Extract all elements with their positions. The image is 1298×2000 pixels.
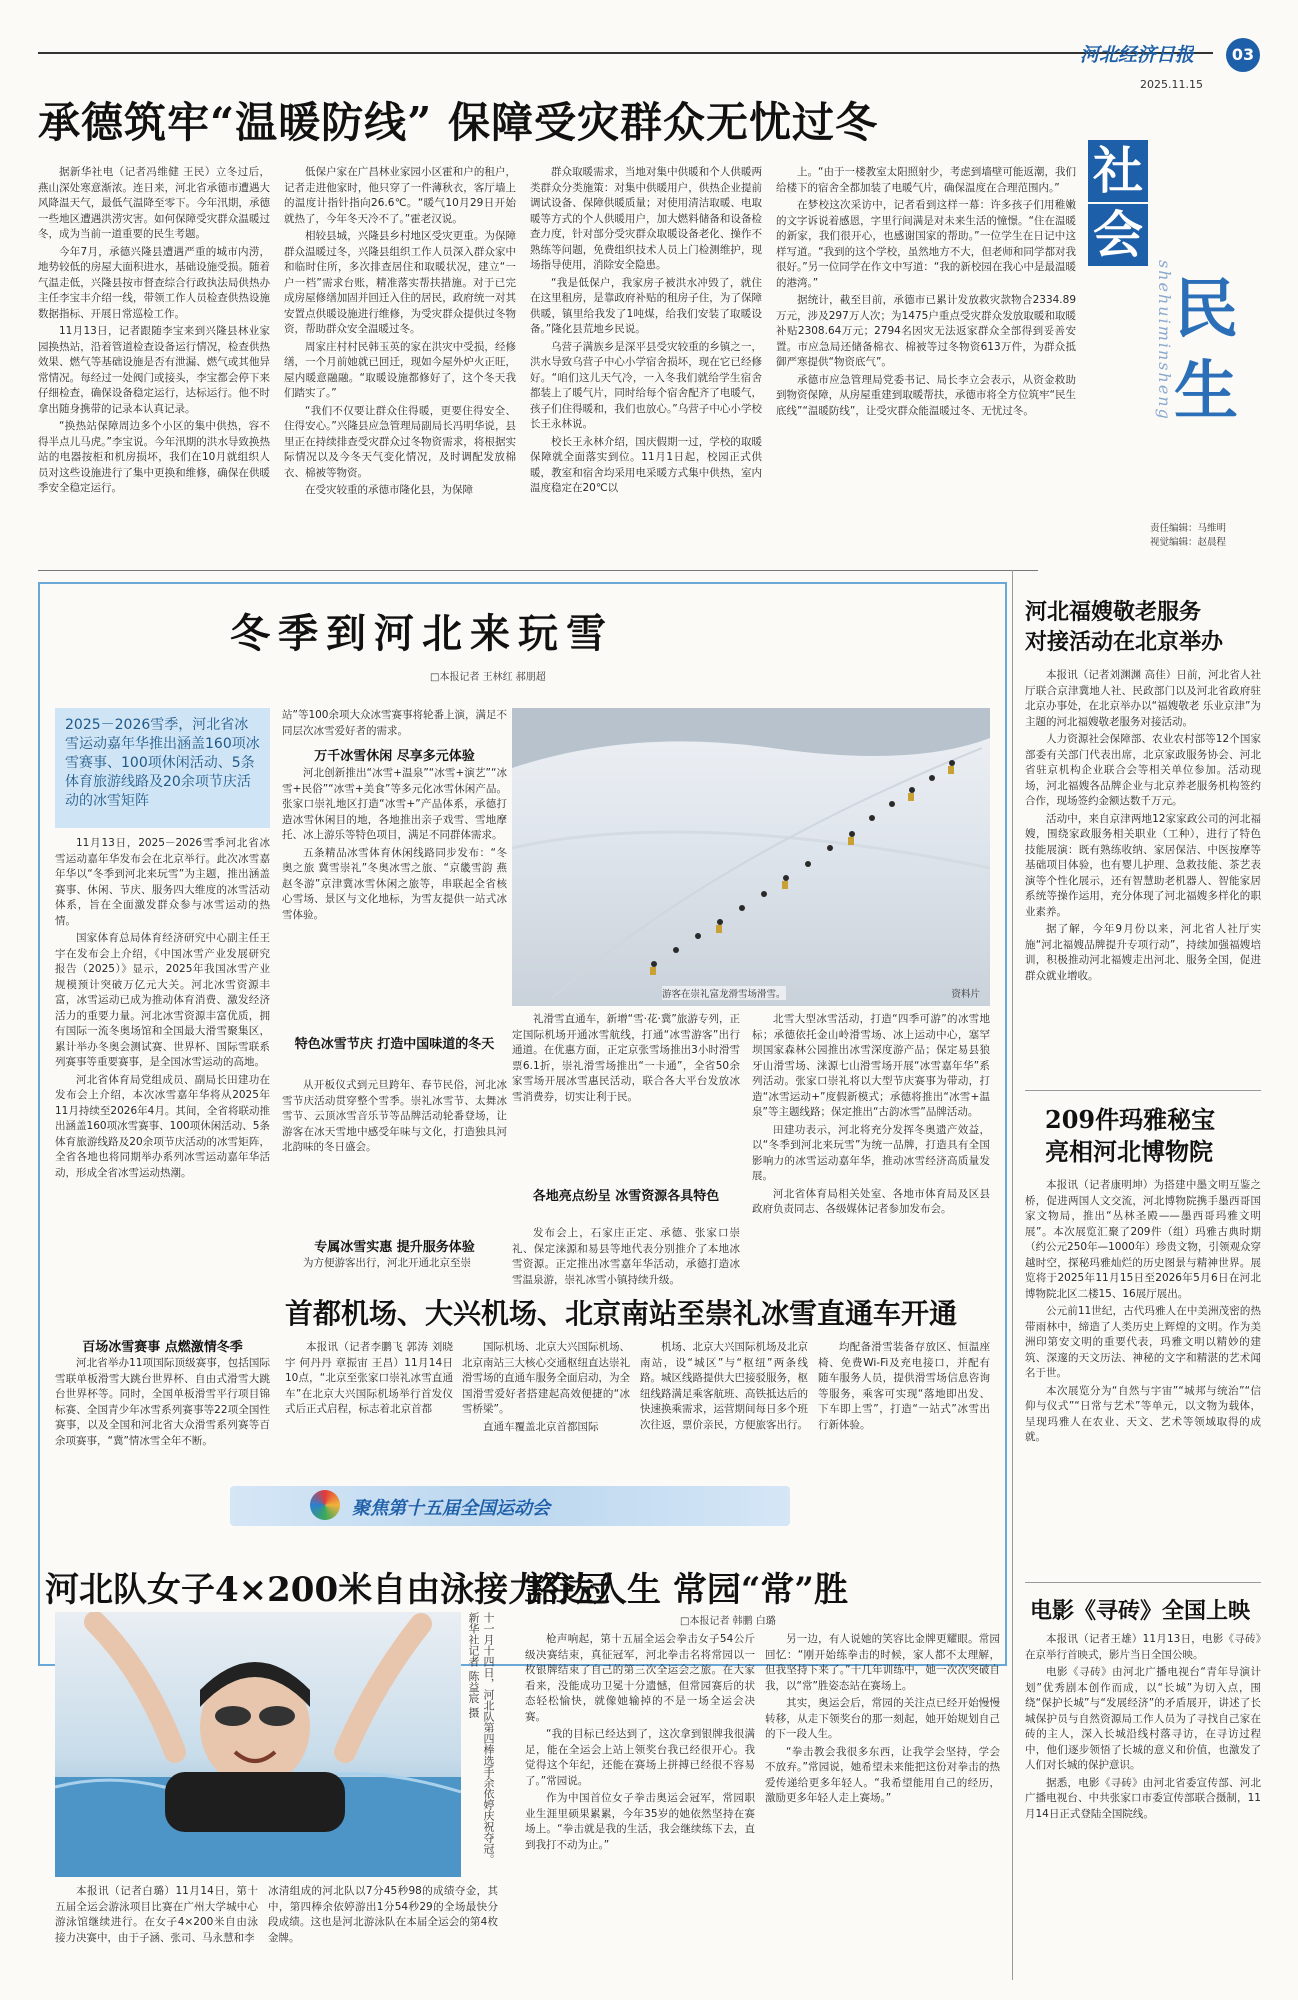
swim-headline: 河北队女子4×200米自由泳接力夺冠: [45, 1570, 611, 1610]
snow-para: 礼滑雪直通车，新增“雪·花·冀”旅游专列，正定国际机场开通冰雪航线，打通“冰雪游客”出行通道。在优惠方面，正定京张雪场推出3小时滑雪票6.1折，崇礼滑雪场推出“一卡通”，全省50余家雪场开展冰雪惠民活动，联合各大平台发放冰雪消费券，切实让利于民。: [512, 1013, 740, 1103]
swimmer-illustration: [55, 1612, 461, 1877]
snow-para: 11月13日，2025－2026雪季河北省冰雪运动嘉年华发布会在北京举行。此次冰雪嘉年华以“冬季到河北来玩雪”为主题，推出涵盖赛事、休闲、节庆、服务四大维度的冰雪活动体系，旨在全面激发群众参与冰雪运动的热情。: [55, 837, 270, 927]
lead-para: 承德市应急管理局党委书记、局长李立会表示，从资金救助到物资保障，从房屋重建到取暖帮扶，承德市将全方位筑牢“民生底线”“温暖防线”，让受灾群众能温暖过冬、无忧过冬。: [776, 373, 1076, 417]
right-para: 公元前11世纪，古代玛雅人在中美洲茂密的热带雨林中，缔造了人类历史上辉煌的文明。作为美洲印第安文明的重要代表，玛雅文明以精妙的建筑、深邃的天文历法、神秘的文字和精湛的艺术闻名于世。: [1025, 1305, 1261, 1379]
section-tag: [1088, 140, 1274, 548]
snow-column-3: [512, 1012, 740, 1182]
swim-column-2: [268, 1884, 498, 1984]
chang-para: “我的目标已经达到了，这次拿到银牌我很满足，能在全运会上站上领奖台我已经很开心。我觉得这个年纪，还能在赛场上拼搏已经很不容易了。”常园说。: [525, 1728, 755, 1787]
section-char-2: 会: [1088, 204, 1148, 266]
swim-photo: [55, 1612, 461, 1877]
airport-column-3: [640, 1340, 808, 1470]
right-para: 活动中，来自京津两地12家家政公司的河北福嫂，围绕家政服务相关职业（工种），进行了特色技能展演：既有熟练收纳、家居保洁、中医按摩等基础项目体验，也有婴儿护理、急救技能、茶艺表演等个性化展示，还有智慧助老机器人、智能家居系统等操作运用，充分体现了河北福嫂多样化的职业素养。: [1025, 812, 1261, 918]
swim-photo-caption: 十一月十四日，河北队第四棒选手余依婷庆祝夺冠。新华社记者 陈益宸 摄: [467, 1612, 495, 1865]
airport-para: 均配备滑雪装备存放区、恒温座椅、免费Wi-Fi及充电接口，并配有随车服务人员，提供滑雪场信息咨询等服务，乘客可实现“落地即出发、下车即上雪”，打造“一站式”冰雪出行新体验。: [818, 1341, 990, 1431]
snow-column-2: [282, 708, 507, 740]
lead-column-3: [530, 165, 762, 557]
airport-column-4: [818, 1340, 990, 1470]
snow-photo-credit: 资料片: [951, 989, 980, 1000]
snow-para: 田建功表示，河北将充分发挥冬奥遗产效益，以“冬季到河北来玩雪”为统一品牌，打造具有全国影响力的冰雪运动嘉年华，推动冰雪经济高质量发展。: [752, 1123, 990, 1182]
airport-para: 机场、北京大兴国际机场及北京南站，设“城区”与“枢纽”两条线路。城区线路提供大巴接驳服务，枢纽线路满足乘客航班、高铁抵达后的快速换乘需求，运营期间每日多个班次往返，票价亲民，方便旅客出行。: [640, 1341, 808, 1431]
paper-name: 河北经济日报: [1080, 44, 1195, 66]
lead-column-2: [284, 165, 516, 557]
lead-para: 群众取暖需求，当地对集中供暖和个人供暖两类群众分类施策：对集中供暖用户，供热企业提前调试设备、保障供暖质量；对使用清洁取暖、电取暖等方式的个人供暖用户，加大燃料储备和设备检查力度，针对部分受灾群众取暖设备老化、操作不熟练等问题，免费组织技术人员上门检测维护，现场指导使用，消除安全隐患。: [530, 166, 762, 271]
airport-headline: 首都机场、大兴机场、北京南站至崇礼冰雪直通车开通: [285, 1297, 958, 1330]
lead-para: 低保户家在广昌林业家园小区霍和户的租户，记者走进他家时，他只穿了一件薄秋衣，客厅墙上的温度计指针指向26.6℃。“暖气10月29日开始就热了，今年冬天冷不了。”霍老汉说。: [284, 166, 516, 225]
right-article-1-headline-line-1: 河北福嫂敬老服务: [1025, 599, 1202, 625]
snow-para: 国家体育总局体育经济研究中心副主任王宇在发布会上介绍，《中国冰雪产业发展研究报告（2025）》显示，2025年我国冰雪产业规模预计突破万亿元大关。河北冰雪资源丰富，冰雪运动已成为推动体育消费、激发经济活力的重要力量。河北冰雪资源丰富优质，拥有国际一流冬奥场馆和全国最大滑雪聚集区，累计举办冬奥会测试赛、世界杯、国际雪联系列赛事等重要赛事，是全国冰雪运动的高地。: [55, 932, 270, 1068]
snow-subhead-1: 百场冰雪赛事 点燃激情冬季: [82, 1340, 243, 1355]
right-para: 本报讯（记者康明坤）为搭建中墨文明互鉴之桥，促进两国人文交流，河北博物院携手墨西哥国家文物局，推出“丛林圣殿——墨西哥玛雅文明展”。本次展览汇聚了209件（组）玛雅古典时期（约公元250年—1000年）珍贵文物，引领观众穿越时空，探秘玛雅灿烂的历史图景与精神世界。展览将于2025年11月15日至2026年5月6日在河北博物院北区二楼15、16展厅展出。: [1025, 1179, 1261, 1300]
right-para: 据悉，电影《寻砖》由河北省委宣传部、河北广播电视台、中共张家口市委宣传部联合摄制，11月14日正式登陆全国院线。: [1025, 1776, 1261, 1820]
games-banner: [230, 1486, 790, 1526]
section-divider: [38, 570, 1038, 571]
airport-column-1: [285, 1340, 453, 1470]
snow-column-2c: [282, 1078, 507, 1228]
lead-headline: 承德筑牢“温暖防线” 保障受灾群众无忧过冬: [38, 98, 878, 147]
snow-para: 河北省举办11项国际顶级赛事，包括国际雪联单板滑雪大跳台世界杯、自由式滑雪大跳台世界杯等。同时，全国单板滑雪平行项目锦标赛、全国青少年冰雪系列赛事等22项全国性赛事，以及全国和河北省大众滑雪系列赛等百余项赛事，“冀”情冰雪全年不断。: [55, 1357, 270, 1447]
lead-para: 相较县城，兴隆县乡村地区受灾更重。为保障群众温暖过冬，兴隆县组织工作人员深入群众家中和临时住所，多次排查居住和取暖状况，建立“一户一档”需求台账，精准落实帮扶措施。对于已完成房屋修缮加固并回迁入住的居民，政府统一对其安置点供暖设施进行维修，为受灾群众提供过冬物资，帮助群众安全温暖过冬。: [284, 230, 516, 335]
snow-para: 从开板仪式到元旦跨年、春节民俗，河北冰雪节庆活动贯穿整个雪季。崇礼冰雪节、太舞冰雪节、云顶冰雪音乐节等品牌活动轮番登场，让游客在冰天雪地中感受年味与文化，打造独具河北韵味的冬日盛会。: [282, 1079, 507, 1153]
lead-para: 在受灾较重的承德市隆化县，为保障: [305, 484, 473, 496]
snow-column-1b: [55, 1356, 270, 1468]
snow-column-2d: [282, 1256, 507, 1286]
right-article-2-headline-line-1: 209件玛雅秘宝: [1045, 1105, 1216, 1134]
lead-para: 据新华社电（记者冯维健 王民）立冬过后，燕山深处寒意渐浓。连日来，河北省承德市遭遇大风降温天气，最低气温降至零下。今年汛期，承德一些地区遭遇洪涝灾害。如何保障受灾群众温暖过冬，成为当前一道重要的民生考题。: [38, 166, 270, 240]
snow-subhead-4: 专属冰雪实惠 提升服务体验: [314, 1240, 475, 1255]
right-article-2-headline-line-2: 亮相河北博物院: [1045, 1137, 1213, 1166]
snow-photo-caption: 游客在崇礼富龙滑雪场滑雪。: [662, 986, 786, 1000]
chang-para: 枪声响起，第十五届全运会拳击女子54公斤级决赛结束，真征冠军，河北拳击名将常园以一枚银牌结束了自己的第三次全运会之旅。在大家看来，没能成功卫冕十分遗憾，但常园赛后的状态轻松愉快，就像她输掉的不是一场全运会决赛。: [525, 1633, 755, 1723]
right-para: 据了解，今年9月份以来，河北省人社厅实施“河北福嫂品牌提升专项行动”，持续加强福嫂培训，积极推动河北福嫂走出河北、服务全国，促进群众就业增收。: [1025, 923, 1261, 982]
games-logo-icon: [310, 1490, 340, 1520]
right-divider-2: [1025, 1582, 1261, 1583]
chang-column-2: [765, 1632, 1000, 1984]
snow-summary-text: 2025－2026雪季，河北省冰雪运动嘉年华推出涵盖160项冰雪赛事、100项休闲活动、5条体育旅游线路及20余项节庆活动的冰雪矩阵: [65, 717, 260, 809]
section-editor: 责任编辑：马维明: [1150, 523, 1227, 534]
chang-column-1: [525, 1632, 755, 1984]
right-article-1-body: [1025, 668, 1261, 1083]
right-divider-1: [1025, 1090, 1261, 1091]
snow-summary-box: [55, 708, 270, 828]
snow-para: 五条精品冰雪体育休闲线路同步发布：“冬奥之旅 冀雪崇礼”冬奥冰雪之旅、“京畿雪韵 燕赵冬游”京津冀冰雪休闲之旅等，串联起全省核心雪场、景区与文化地标，为雪友提供一站式冰雪体验。: [282, 846, 507, 921]
right-column-divider: [1012, 570, 1013, 1980]
lead-para: 乌营子满族乡是深平县受灾较重的乡镇之一，洪水导致乌营子中心小学宿舍损坏，现在它已经修好。“咱们这儿天气冷，一入冬我们就给学生宿舍都装上了暖气片，同时给每个宿舍配齐了电暖气，孩子们住得暖和，我们也放心。”乌营子中心小学校长王永林说。: [530, 340, 762, 430]
airport-para: 直通车覆盖北京首都国际: [483, 1420, 599, 1433]
issue-date: 2025.11.15: [1140, 78, 1203, 91]
airport-para: 国际机场、北京大兴国际机场、北京南站三大核心交通枢纽直达崇礼滑雪场的直通车服务全面启动，为全国滑雪爱好者搭建起高效便捷的“冰雪桥梁”。: [462, 1341, 630, 1415]
right-article-2-body: [1025, 1178, 1261, 1573]
snow-para: 站”等100余项大众冰雪赛事将轮番上演，满足不同层次冰雪爱好者的需求。: [282, 709, 507, 737]
snow-para: 河北创新推出“冰雪+温泉”“冰雪+演艺”“冰雪+民俗”“冰雪+美食”等多元化冰雪休闲产品。张家口崇礼地区打造“冰雪+”产品体系，承德打造冰雪休闲目的地，各地推出亲子戏雪、雪地摩托、冰上游乐等特色项目，满足不同群体需求。: [282, 767, 507, 841]
lead-column-4: [776, 165, 1076, 557]
swim-para: 冰清组成的河北队以7分45秒98的成绩夺金，其中，第四棒余依婷游出1分54秒29的全场最快分段成绩。这也是河北游泳队在本届全运会的第4枚金牌。: [268, 1885, 498, 1944]
lead-para: 11月13日，记者跟随李宝来到兴隆县林业家园换热站，沿着管道检查设备运行情况，检查供热效果、燃气等基础设施是否有泄漏、燃气或其他异常情况。每经过一处阀门或接头，李宝都会停下来仔细检查，确保设备稳定运行，达标运行。他不时拿出随身携带的记录本认真记录。: [38, 325, 270, 415]
snow-column-3b: [512, 1226, 740, 1288]
right-article-1-headline-line-2: 对接活动在北京举办: [1025, 629, 1224, 655]
lead-para: 周家庄村村民韩玉英的家在洪灾中受损，经修缮，一个月前她就已回迁，现如今屋外炉火正旺，屋内暖意融融。“取暖设施都修好了，这个冬天我们踏实了。”: [284, 340, 516, 399]
lead-para: 在梦校这次采访中，记者看到这样一幕：许多孩子们用稚嫩的文字诉说着感恩，字里行间满是对未来生活的憧憬。“住在温暖的新家，我们很开心，也感谢国家的帮助。”一位学生在日记中这样写道。“我到的这个学校，虽然地方不大，但老师和同学都对我很好。”另一位同学在作文中写道：“我的新校园在我心中是最温暖的港湾。”: [776, 199, 1076, 289]
chang-para: “拳击教会我很多东西，让我学会坚持，学会不放弃。”常园说，她希望未来能把这份对拳击的热爱传递给更多年轻人。“我希望能用自己的经历，激励更多年轻人走上赛场。”: [765, 1745, 1000, 1804]
section-char-3: 民: [1174, 272, 1238, 347]
lead-para: 今年7月，承德兴隆县遭遇严重的城市内涝，地势较低的房屋大面积进水，基础设施受损。随着气温走低，兴隆县按市督查综合行政执法局供热办主任李宝丰介绍一线，带领工作人员检查供热设施数据指标、开展日常巡检工作。: [38, 245, 270, 320]
top-rule: [38, 52, 1213, 54]
snow-byline: □本报记者 王林红 郝朋超: [430, 672, 546, 683]
lead-para: 上。“由于一楼教室太阳照射少，考虑到墙壁可能返潮，我们给楼下的宿舍全都加装了电暖气片，确保温度在合理范围内。”: [776, 166, 1076, 194]
chang-para: 其实，奥运会后，常园的关注点已经开始慢慢转移，从走下领奖台的那一刻起，她开始规划自己的下一段人生。: [765, 1697, 1000, 1740]
swim-column-1: [55, 1884, 258, 1984]
lead-para: “换热站保障周边多个小区的集中供热，容不得半点儿马虎。”李宝说。今年汛期的洪水导致换热站的电器按柜和机房损坏，我们在10月就组织人员对这些设施进行了集中更换和维修，确保在供暖季安全稳定运行。: [38, 420, 270, 494]
section-char-4: 生: [1174, 354, 1238, 429]
lead-para: 据统计，截至目前，承德市已累计发放救灾款物合2334.89万元，涉及297万人次；为1475户重点受灾群众发放取暖和取暖补贴2308.64万元；2794名因灾无法返家群众全部得到妥善安置。市应急局还储备棉衣、棉被等过冬物资613万件，为群众抵御严寒提供“物资底气”。: [776, 294, 1076, 368]
right-para: 人力资源社会保障部、农业农村部等12个国家部委有关部门代表出席，北京家政服务协会、河北省驻京机构企业联合会等相关单位参加。活动现场，河北福嫂各品牌企业与北京养老服务机构签约合作，现场签约金额达数千万元。: [1025, 733, 1261, 807]
snow-para: 河北省体育局相关处室、各地市体育局及区县政府负责同志、各级媒体记者参加发布会。: [752, 1187, 990, 1215]
snow-photo: [512, 708, 990, 1006]
lead-para: “我们不仅要让群众住得暖，更要住得安全、住得安心。”兴隆县应急管理局副局长冯明华说，县里正在持续排查受灾群众过冬物资需求，将根据实际情况以及今冬天气变化情况，及时调配发放棉衣、棉被等物资。: [284, 404, 516, 479]
snow-subhead-3: 特色冰雪节庆 打造中国味道的冬天: [294, 1037, 495, 1052]
snow-headline: 冬季到河北来玩雪: [230, 610, 614, 657]
right-para: 本报讯（记者刘渊渊 高佳）日前，河北省人社厅联合京津冀地人社、民政部门以及河北省政府驻北京办事处，在北京举办以“福嫂敬老 乐业京津”为主题的河北福嫂敬老服务对接活动。: [1025, 669, 1261, 728]
right-para: 电影《寻砖》由河北广播电视台“青年导演计划”优秀剧本创作而成，以“长城”为切入点，围绕“保护长城”与“发展经济”的矛盾展开，讲述了长城保护员与自然资源局工作人员为了寻找自己家在砖的主人，深入长城沿线村落寻访，在寻访过程中，他们逐步领悟了长城的意义和价值，也激发了人们对长城的保护意识。: [1025, 1666, 1261, 1771]
section-designer: 视觉编辑：赵晨程: [1150, 537, 1227, 548]
chang-headline: 豁达人生 常园“常”胜: [525, 1570, 848, 1610]
chang-byline: □本报记者 韩鹏 白璐: [680, 1616, 776, 1627]
chang-para: 另一边，有人说她的笑容比金牌更耀眼。常园回忆：“刚开始练拳击的时候，家人都不太理解，但我坚持下来了。”十几年训练中，她一次次突破自我，以“常”胜姿态站在赛场上。: [765, 1633, 1000, 1692]
snow-para: 为方便游客出行，河北开通北京至崇: [303, 1257, 471, 1269]
snow-subhead-5: 各地亮点纷呈 冰雪资源各具特色: [532, 1189, 720, 1204]
snow-column-4: [752, 1012, 990, 1288]
snow-subhead-2: 万千冰雪休闲 尽享多元体验: [314, 749, 475, 764]
lead-para: 校长王永林介绍，国庆假期一过，学校的取暖保障就全面落实到位。11月1日起，校园正式供暖，教室和宿舍均采用电采暖方式集中供热，室内温度稳定在20℃以: [530, 435, 762, 494]
snow-column-2b: [282, 766, 507, 1028]
airport-para: 本报讯（记者李鹏飞 郭涛 刘晓宇 何丹丹 章振宙 王昌）11月14日10点，“北京至张家口崇礼冰雪直通车”在北京大兴国际机场举行首发仪式后正式启程，标志着北京首都: [285, 1341, 453, 1415]
airport-column-2: [462, 1340, 630, 1470]
ski-slope-illustration: [512, 708, 990, 1006]
snow-column-1: [55, 836, 270, 1331]
right-article-3-headline: 电影《寻砖》全国上映: [1030, 1598, 1251, 1624]
page-number-badge: 03: [1226, 38, 1260, 72]
games-banner-text: 聚焦第十五届全国运动会: [352, 1498, 550, 1519]
lead-para: “我是低保户，我家房子被洪水冲毁了，就住在这里租房，是靠政府补贴的租房子住，为了保障供暖，镇里给我发了1吨煤，给我们安装了取暖设备。”隆化县荒地乡民说。: [530, 276, 762, 335]
swim-para: 本报讯（记者白璐）11月14日，第十五届全运会游泳项目比赛在广州大学城中心游泳馆继续进行。在女子4×200米自由泳接力决赛中，由于子涵、张司、马永慧和李: [55, 1885, 258, 1944]
section-char-1: 社: [1088, 140, 1148, 202]
lead-column-1: [38, 165, 270, 557]
snow-para: 河北省体育局党组成员、副局长田建功在发布会上介绍，本次冰雪嘉年华将从2025年11月持续至2026年4月。其间，全省将联动推出涵盖160项冰雪赛事、100项休闲活动、5条体育旅游线路及20余项节庆活动的冰雪矩阵，全省各地也将同期举办系列冰雪运动嘉年华活动，形成全省冰雪运动热潮。: [55, 1073, 270, 1179]
section-pinyin: shehuiminsheng: [1155, 260, 1174, 421]
right-article-3-body: [1025, 1632, 1261, 1984]
snow-para: 北雪大型冰雪活动，打造“四季可游”的冰雪地标；承德依托金山岭滑雪场、冰上运动中心，塞罕坝国家森林公园推出冰雪深度游产品；保定易县狼牙山滑雪场、涞源七山滑雪场开展“冰雪嘉年华”系列活动。张家口崇礼将以大型节庆赛事为带动，打造“冰雪运动+”度假新模式；承德将推出“冰雪+温泉”等主题线路；保定推出“古韵冰雪”品牌活动。: [752, 1013, 990, 1118]
right-para: 本次展览分为“自然与宇宙”“城邦与统治”“信仰与仪式”“日常与艺术”等单元，以文物为载体，呈现玛雅人在农业、天文、艺术等领域取得的成就。: [1025, 1384, 1261, 1443]
snow-para: 发布会上，石家庄正定、承德、张家口崇礼、保定涞源和易县等地代表分别推介了本地冰雪资源。正定推出冰雪嘉年华活动，承德打造冰雪温泉游，崇礼冰雪小镇持续升级。: [512, 1227, 740, 1286]
right-para: 本报讯（记者王雄）11月13日，电影《寻砖》在京举行首映式，影片当日全国公映。: [1025, 1633, 1261, 1661]
chang-para: 作为中国首位女子拳击奥运会冠军，常园职业生涯里硕果累累，今年35岁的她依然坚持在赛场上。“拳击就是我的生活，我会继续练下去，直到我打不动为止。”: [525, 1792, 755, 1851]
